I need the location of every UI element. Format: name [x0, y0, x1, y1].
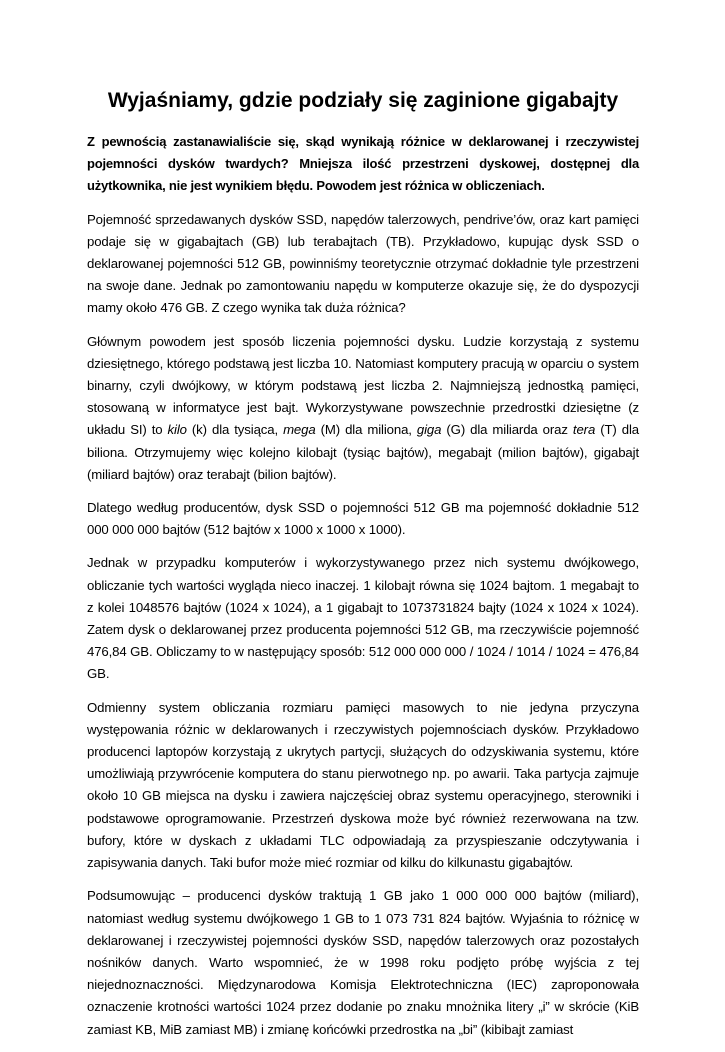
paragraph-6: Podsumowując – producenci dysków traktują 1 GB jako 1 000 000 000 bajtów (miliard), natomiast według systemu dwójkowego 1 GB to 1 073 731 824 bajtów. Wyjaśnia to różnicę w deklarowanej i rzeczywistej pojemności dysków SSD, napędów talerzowych oraz pozostałych nośników danych. Warto wspomnieć, że w 1998 roku podjęto próbę wyjścia z tej niejednoznaczności. Międzynarodowa Komisja Elektrotechniczna (IEC) zaproponowała oznaczenie krotności wartości 1024 przez dodanie po znaku mnożnika litery „i” w skrócie (KiB zamiast KB, MiB zamiast MB) i zmianę końcówki przedrostka na „bi” (kibibajt zamiast — [87, 888, 639, 1037]
prefix-giga: giga — [416, 422, 442, 438]
paragraph-2-text-5: (T) dla biliona. Otrzymujemy więc kolejno kilobajt (tysiąc bajtów), megabajt (milion bajtów), gigabajt (miliard bajtów) oraz terabajt (bilion bajtów). — [87, 422, 639, 482]
article-title: Wyjaśniamy, gdzie podziały się zaginione gigabajty — [107, 89, 619, 112]
paragraph-2-text-4: (G) dla miliarda oraz — [441, 422, 573, 438]
paragraph-2-text-1: Głównym powodem jest sposób liczenia pojemności dysku. Ludzie korzystają z systemu dziesiętnego, którego podstawą jest liczba 10. Natomiast komputery pracują w oparciu o system binarny, czyli dwójkowy, w którym podstawą jest liczba 2. Najmniejszą jednostką pamięci, stosowaną w informatyce jest bajt. Wykorzystywane powszechnie przedrostki dziesiętne (z układu SI) to — [87, 333, 639, 438]
prefix-kilo: kilo — [167, 422, 187, 438]
paragraph-3: Dlatego według producentów, dysk SSD o pojemności 512 GB ma pojemność dokładnie 512 000 000 000 bajtów (512 bajtów x 1000 x 1000 x 1000). — [87, 500, 639, 538]
article-body — [87, 86, 639, 1052]
prefix-mega: mega — [283, 422, 316, 438]
paragraph-2 — [87, 331, 639, 486]
article-lead: Z pewnością zastanawialiście się, skąd wynikają różnice w deklarowanej i rzeczywistej pojemności dysków twardych? Mniejsza ilość przestrzeni dyskowej, dostępnej dla użytkownika, nie jest wynikiem błędu. Powodem jest różnica w obliczeniach. — [87, 134, 639, 194]
paragraph-5: Odmienny system obliczania rozmiaru pamięci masowych to nie jedyna przyczyna występowania różnic w deklarowanych i rzeczywistych pojemnościach dysków. Przykładowo producenci laptopów korzystają z ukrytych partycji, służących do odzyskiwania systemu, które umożliwiają przywrócenie komputera do stanu pierwotnego np. po awarii. Taka partycja zajmuje około 10 GB miejsca na dysku i zawiera najczęściej obraz systemu operacyjnego, sterowniki i podstawowe oprogramowanie. Przestrzeń dyskowa może być również rezerwowana na tzw. bufory, które w dyskach z układami TLC odpowiadają za przyspieszanie odczytywania i zapisywania danych. Taki bufor może mieć rozmiar od kilku do kilkunastu gigabajtów. — [87, 699, 639, 871]
paragraph-4: Jednak w przypadku komputerów i wykorzystywanego przez nich systemu dwójkowego, obliczanie tych wartości wygląda nieco inaczej. 1 kilobajt równa się 1024 bajtom. 1 megabajt to z kolei 1048576 bajtów (1024 x 1024), a 1 gigabajt to 1073731824 bajty (1024 x 1024 x 1024). Zatem dysk o deklarowanej przez producenta pojemności 512 GB, ma rzeczywiście pojemność 476,84 GB. Obliczamy to w następujący sposób: 512 000 000 000 / 1024 / 1014 / 1024 = 476,84 GB. — [87, 555, 639, 682]
paragraph-2-text-2: (k) dla tysiąca, — [186, 422, 284, 438]
paragraph-1: Pojemność sprzedawanych dysków SSD, napędów talerzowych, pendrive’ów, oraz kart pamięci podaje się w gigabajtach (GB) lub terabajtach (TB). Przykładowo, kupując dysk SSD o deklarowanej pojemności 512 GB, powinniśmy teoretycznie otrzymać dokładnie tyle przestrzeni na swoje dane. Jednak po zamontowaniu napędu w komputerze okazuje się, że do dyspozycji mamy około 476 GB. Z czego wynika tak duża różnica? — [87, 211, 639, 316]
prefix-tera: tera — [572, 422, 596, 438]
paragraph-2-text-3: (M) dla miliona, — [315, 422, 417, 438]
